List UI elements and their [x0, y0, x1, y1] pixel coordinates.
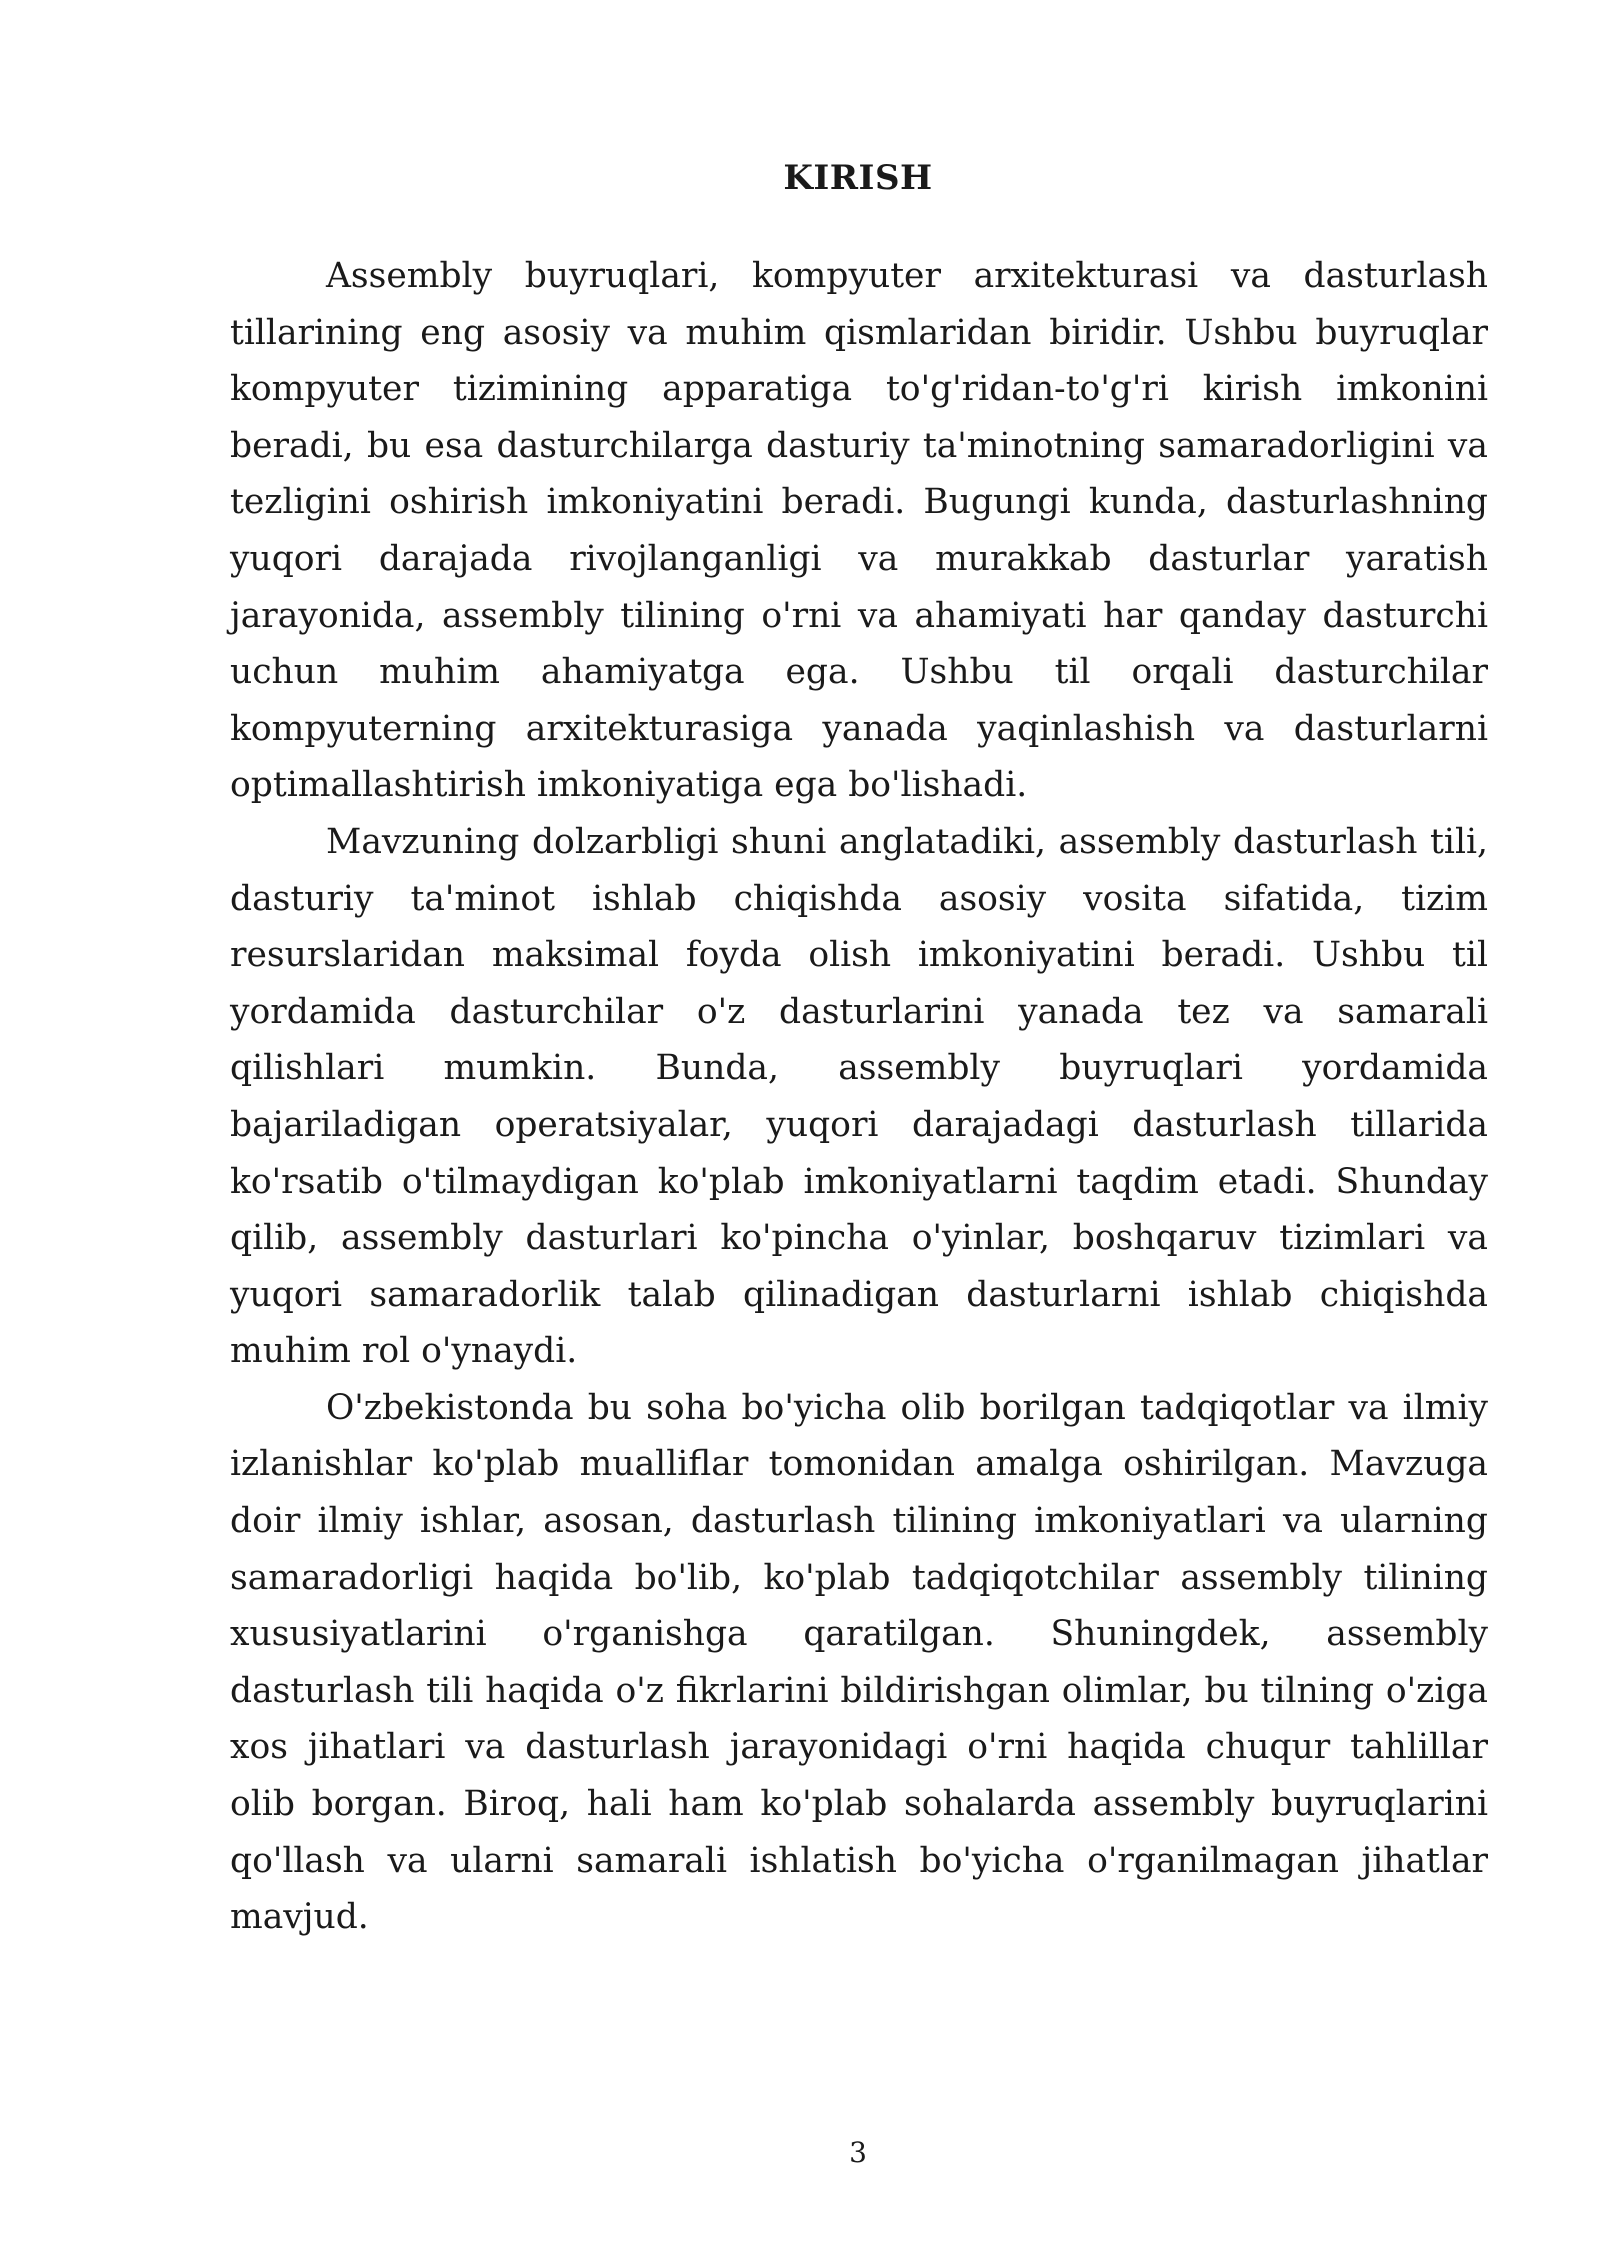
- page-title: KIRISH: [783, 158, 933, 198]
- body-text: [230, 248, 1488, 1946]
- paragraph-introduction: Assembly buyruqlari, kompyuter arxitekturasi va dasturlash tillarining eng asosiy va muhim qismlaridan biridir. Ushbu buyruqlar kompyuter tizimining apparatiga to'g'ridan-to'g'ri kirish imkonini beradi, bu esa dasturchilarga dasturiy ta'minotning samaradorligini va tezligini oshirish imkoniyatini beradi. Bugungi kunda, dasturlashning yuqori darajada rivojlanganligi va murakkab dasturlar yaratish jarayonida, assembly tilining o'rni va ahamiyati har qanday dasturchi uchun muhim ahamiyatga ega. Ushbu til orqali dasturchilar kompyuterning arxitekturasiga yanada yaqinlashish va dasturlarni optimallashtirish imkoniyatiga ega bo'lishadi.: [230, 256, 1488, 806]
- page-number: 3: [849, 2136, 867, 2169]
- paragraph-relevance: Mavzuning dolzarbligi shuni anglatadiki, assembly dasturlash tili, dasturiy ta'minot ishlab chiqishda asosiy vosita sifatida, tizim resurslaridan maksimal foyda olish imkoniyatini beradi. Ushbu til yordamida dasturchilar o'z dasturlarini yanada tez va samarali qilishlari mumkin. Bunda, assembly buyruqlari yordamida bajariladigan operatsiyalar, yuqori darajadagi dasturlash tillarida ko'rsatib o'tilmaydigan ko'plab imkoniyatlarni taqdim etadi. Shunday qilib, assembly dasturlari ko'pincha o'yinlar, boshqaruv tizimlari va yuqori samaradorlik talab qilinadigan dasturlarni ishlab chiqishda muhim rol o'ynaydi.: [230, 821, 1488, 1372]
- paragraph-research: O'zbekistonda bu soha bo'yicha olib borilgan tadqiqotlar va ilmiy izlanishlar ko'plab mualliflar tomonidan amalga oshirilgan. Mavzuga doir ilmiy ishlar, asosan, dasturlash tilining imkoniyatlari va ularning samaradorligi haqida bo'lib, ko'plab tadqiqotchilar assembly tilining xususiyatlarini o'rganishga qaratilgan. Shuningdek, assembly dasturlash tili haqida o'z fikrlarini bildirishgan olimlar, bu tilning o'ziga xos jihatlari va dasturlash jarayonidagi o'rni haqida chuqur tahlillar olib borgan. Biroq, hali ham ko'plab sohalarda assembly buyruqlarini qo'llash va ularni samarali ishlatish bo'yicha o'rganilmagan jihatlar mavjud.: [230, 1387, 1488, 1938]
